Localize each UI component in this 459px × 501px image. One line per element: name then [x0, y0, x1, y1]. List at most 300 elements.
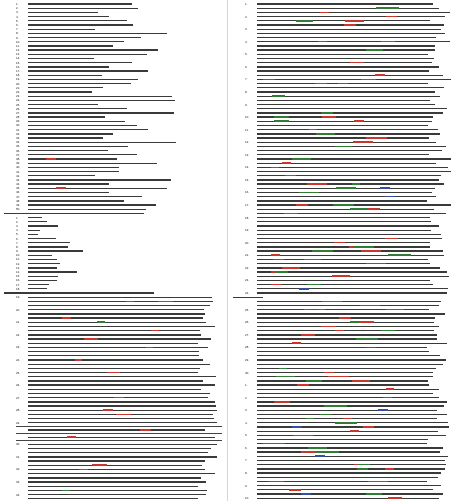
- highlight-mark: [353, 141, 373, 143]
- text-run: [28, 45, 113, 46]
- highlight-mark: [263, 79, 275, 81]
- text-run: [257, 45, 435, 46]
- text-run: [257, 29, 441, 30]
- text-run: [257, 305, 439, 306]
- highlight-mark: [366, 493, 382, 495]
- highlight-mark: [318, 41, 327, 43]
- text-run: [28, 384, 215, 385]
- highlight-mark: [354, 120, 364, 122]
- line-number: 18.: [245, 215, 250, 220]
- highlight-mark: [306, 380, 322, 382]
- text-run: [257, 384, 429, 385]
- line-number: 18.: [16, 73, 21, 78]
- line-number: 13.: [16, 52, 21, 57]
- highlight-mark: [386, 388, 394, 390]
- line-number: 37.: [16, 152, 21, 157]
- line-number: 22.: [16, 89, 21, 94]
- line-number: 36.: [16, 148, 21, 153]
- highlight-mark: [381, 41, 395, 43]
- text-run: [28, 188, 167, 189]
- highlight-mark: [376, 7, 399, 9]
- text-run: [257, 431, 438, 432]
- highlight-mark: [307, 284, 321, 286]
- text-run: [28, 422, 217, 423]
- line-number: 34.: [16, 140, 21, 145]
- text-run: [257, 280, 430, 281]
- line-number: 1.: [16, 215, 19, 220]
- text-run: [28, 380, 203, 381]
- line-number: 15.: [16, 274, 21, 279]
- line-number: 20.: [245, 240, 250, 245]
- text-run: [257, 171, 451, 172]
- text-run: [28, 192, 109, 193]
- text-run: [257, 380, 428, 381]
- text-run: [28, 49, 158, 50]
- text-run: [28, 405, 216, 406]
- highlight-mark: [296, 204, 308, 206]
- highlight-mark: [297, 384, 309, 386]
- line-number: 41.: [16, 169, 21, 174]
- text-run: [257, 129, 438, 130]
- text-run: [28, 401, 215, 402]
- text-run: [257, 343, 447, 344]
- text-run: [257, 108, 447, 109]
- line-number: 4.: [16, 14, 19, 19]
- line-number: 26.: [16, 106, 21, 111]
- text-run: [257, 87, 444, 88]
- line-number: 8.: [16, 31, 19, 36]
- highlight-mark: [324, 372, 334, 374]
- text-run: [28, 410, 217, 411]
- text-run: [28, 8, 138, 9]
- highlight-mark: [357, 468, 368, 470]
- highlight-mark: [368, 481, 388, 483]
- line-number: 1.: [16, 2, 19, 6]
- highlight-mark: [352, 183, 360, 185]
- highlight-mark: [271, 284, 282, 286]
- text-run: [28, 183, 109, 184]
- text-run: [257, 489, 433, 490]
- line-number: 5.: [16, 232, 19, 237]
- text-run: [28, 137, 103, 138]
- text-run: [257, 183, 444, 184]
- line-number: 15.: [16, 60, 21, 65]
- text-run: [257, 405, 444, 406]
- highlight-mark: [366, 347, 376, 349]
- highlight-mark: [151, 330, 159, 332]
- highlight-mark: [276, 376, 295, 378]
- highlight-mark: [62, 490, 70, 492]
- highlight-mark: [322, 116, 336, 118]
- highlight-mark: [92, 464, 107, 466]
- highlight-mark: [67, 436, 76, 438]
- text-run: [28, 108, 127, 109]
- text-run: [257, 292, 447, 293]
- line-number: 5.: [245, 433, 248, 438]
- text-run: [233, 297, 263, 298]
- highlight-mark: [308, 447, 327, 449]
- highlight-mark: [114, 397, 124, 399]
- text-run: [28, 20, 127, 21]
- text-run: [257, 12, 450, 13]
- line-number: 27.: [245, 332, 250, 337]
- highlight-mark: [309, 309, 319, 311]
- highlight-mark: [306, 418, 314, 420]
- text-run: [257, 58, 434, 59]
- line-number: 26.: [16, 383, 21, 388]
- line-number: 9.: [16, 249, 19, 254]
- highlight-mark: [103, 409, 113, 411]
- text-run: [28, 104, 98, 105]
- text-run: [257, 70, 429, 71]
- text-run: [28, 429, 205, 430]
- line-number: 11.: [245, 127, 249, 132]
- text-run: [28, 200, 124, 201]
- highlight-mark: [307, 183, 327, 185]
- highlight-mark: [271, 167, 279, 169]
- line-number: 8.: [245, 89, 248, 94]
- line-number: 23.: [16, 345, 21, 350]
- text-run: [28, 334, 201, 335]
- line-number: 10.: [245, 496, 250, 499]
- text-run: [257, 209, 434, 210]
- text-run: [28, 297, 212, 298]
- line-number: 22.: [16, 332, 21, 337]
- text-run: [257, 330, 434, 331]
- highlight-mark: [282, 162, 291, 164]
- text-run: [257, 410, 437, 411]
- text-run: [28, 288, 47, 289]
- text-run: [28, 481, 206, 482]
- highlight-mark: [321, 326, 336, 328]
- line-number: 50.: [16, 207, 21, 212]
- line-number: 17.: [16, 69, 21, 73]
- text-run: [28, 259, 57, 260]
- line-number: 23.: [245, 278, 250, 283]
- text-run: [28, 376, 216, 377]
- line-number: 32.: [16, 467, 21, 472]
- text-run: [28, 343, 198, 344]
- highlight-mark: [356, 338, 378, 340]
- text-run: [257, 217, 430, 218]
- text-run: [257, 435, 446, 436]
- line-number: 30.: [245, 370, 250, 375]
- highlight-mark: [312, 250, 333, 252]
- line-number: 7.: [245, 77, 248, 82]
- text-run: [257, 49, 435, 50]
- line-number: 5.: [16, 18, 19, 23]
- text-run: [257, 485, 441, 486]
- text-run: [28, 393, 210, 394]
- text-run: [257, 204, 451, 205]
- line-number: 21.: [16, 320, 21, 325]
- text-run: [257, 364, 443, 365]
- highlight-mark: [381, 330, 395, 332]
- text-run: [257, 125, 428, 126]
- highlight-mark: [107, 372, 120, 374]
- text-run: [257, 179, 439, 180]
- text-run: [28, 121, 125, 122]
- highlight-mark: [361, 79, 376, 81]
- highlight-mark: [385, 238, 398, 240]
- text-run: [28, 452, 208, 453]
- highlight-mark: [315, 455, 325, 457]
- text-run: [28, 418, 214, 419]
- line-number: 2.: [245, 14, 248, 19]
- line-number: 49.: [16, 203, 21, 207]
- text-run: [28, 347, 208, 348]
- text-run: [28, 70, 148, 71]
- highlight-mark: [292, 426, 302, 428]
- text-run: [28, 24, 133, 25]
- line-number: 7.: [245, 458, 248, 463]
- text-run: [28, 326, 215, 327]
- highlight-mark: [322, 301, 342, 303]
- highlight-mark: [345, 20, 364, 22]
- line-number: 5.: [245, 52, 248, 57]
- line-number: 24.: [16, 357, 21, 362]
- highlight-mark: [299, 192, 319, 194]
- text-run: [257, 301, 441, 302]
- text-run: [28, 100, 175, 101]
- line-number: 47.: [16, 194, 21, 199]
- text-run: [257, 493, 443, 494]
- text-run: [28, 171, 119, 172]
- highlight-mark: [279, 368, 287, 370]
- line-number: 10.: [16, 39, 21, 44]
- line-number: 3.: [16, 223, 19, 228]
- line-number: 29.: [16, 420, 21, 425]
- highlight-mark: [274, 401, 290, 403]
- text-run: [257, 112, 443, 113]
- text-run: [257, 347, 427, 348]
- line-number: 25.: [16, 370, 21, 375]
- text-run: [257, 221, 431, 222]
- highlight-mark: [315, 83, 327, 85]
- text-run: [28, 3, 132, 4]
- text-run: [257, 16, 445, 17]
- text-run: [257, 498, 439, 499]
- highlight-mark: [140, 429, 151, 431]
- text-run: [28, 364, 210, 365]
- highlight-mark: [388, 254, 411, 256]
- text-run: [257, 230, 431, 231]
- text-run: [28, 490, 207, 491]
- highlight-mark: [146, 347, 153, 349]
- text-run: [257, 464, 446, 465]
- line-number: 3.: [245, 27, 248, 32]
- text-run: [257, 351, 429, 352]
- text-run: [257, 200, 427, 201]
- text-run: [28, 58, 94, 59]
- line-number: 13.: [245, 152, 250, 157]
- line-number: 29.: [245, 357, 250, 362]
- text-run: [28, 473, 215, 474]
- text-run: [257, 142, 436, 143]
- text-run: [257, 37, 436, 38]
- line-number: 8.: [245, 471, 248, 475]
- text-run: [28, 456, 217, 457]
- highlight-mark: [284, 213, 298, 215]
- highlight-mark: [335, 330, 344, 332]
- highlight-mark: [293, 435, 314, 437]
- text-run: [257, 167, 448, 168]
- highlight-mark: [309, 129, 317, 131]
- text-run: [257, 477, 438, 478]
- highlight-mark: [378, 409, 388, 411]
- text-run: [28, 276, 58, 277]
- text-run: [28, 16, 109, 17]
- highlight-mark: [271, 254, 280, 256]
- highlight-mark: [366, 49, 383, 51]
- text-run: [257, 150, 442, 151]
- highlight-mark: [324, 405, 347, 407]
- text-run: [28, 234, 38, 235]
- text-run: [257, 284, 433, 285]
- highlight-mark: [339, 317, 351, 319]
- highlight-mark: [304, 259, 321, 261]
- highlight-mark: [363, 426, 374, 428]
- highlight-mark: [62, 317, 71, 319]
- text-run: [28, 225, 58, 226]
- text-run: [257, 456, 448, 457]
- text-run: [257, 250, 443, 251]
- text-run: [28, 12, 98, 13]
- line-number: 30.: [16, 442, 21, 447]
- highlight-mark: [336, 187, 356, 189]
- highlight-mark: [385, 468, 394, 470]
- line-number: 7.: [16, 27, 19, 32]
- text-run: [28, 305, 210, 306]
- highlight-mark: [269, 481, 284, 483]
- highlight-mark: [316, 133, 335, 135]
- text-run: [257, 41, 450, 42]
- text-run: [257, 288, 448, 289]
- text-run: [257, 389, 439, 390]
- text-run: [257, 313, 445, 314]
- text-run: [28, 263, 60, 264]
- text-line: [2, 497, 224, 499]
- text-run: [28, 217, 42, 218]
- text-run: [28, 167, 119, 168]
- text-run: [28, 280, 57, 281]
- left-column: [2, 2, 224, 499]
- text-run: [28, 317, 203, 318]
- highlight-mark: [296, 20, 313, 22]
- right-column: [231, 2, 457, 499]
- line-number: 8.: [16, 244, 19, 249]
- line-number: 2.: [245, 395, 248, 400]
- line-number: 25.: [245, 307, 250, 312]
- text-run: [28, 163, 157, 164]
- text-run: [257, 372, 433, 373]
- highlight-mark: [273, 259, 284, 261]
- highlight-mark: [350, 208, 367, 210]
- text-run: [28, 204, 156, 205]
- text-run: [28, 444, 217, 445]
- text-run: [257, 196, 436, 197]
- text-run: [257, 75, 443, 76]
- line-number: 1.: [245, 2, 248, 6]
- column-divider: [227, 0, 228, 501]
- line-number: 10.: [245, 115, 250, 120]
- text-run: [257, 338, 437, 339]
- line-number: 18.: [16, 286, 21, 291]
- highlight-mark: [352, 380, 370, 382]
- line-number: 12.: [16, 261, 21, 266]
- text-run: [28, 477, 201, 478]
- text-run: [257, 192, 432, 193]
- text-run: [28, 355, 199, 356]
- text-run: [28, 150, 108, 151]
- highlight-mark: [46, 158, 56, 160]
- highlight-mark: [338, 83, 348, 85]
- text-run: [28, 437, 215, 438]
- text-run: [28, 62, 132, 63]
- line-number: 24.: [245, 290, 250, 295]
- highlight-mark: [320, 414, 331, 416]
- highlight-mark: [292, 342, 301, 344]
- highlight-mark: [282, 267, 300, 269]
- highlight-mark: [116, 414, 131, 416]
- text-run: [28, 66, 109, 67]
- highlight-mark: [328, 376, 349, 378]
- text-run: [28, 255, 52, 256]
- text-run: [257, 133, 440, 134]
- line-number: 9.: [16, 35, 19, 40]
- text-run: [28, 351, 199, 352]
- text-run: [28, 230, 40, 231]
- text-run: [257, 62, 432, 63]
- text-run: [257, 414, 447, 415]
- text-run: [28, 338, 211, 339]
- text-run: [28, 87, 103, 88]
- highlight-mark: [301, 493, 311, 495]
- highlight-mark: [350, 321, 360, 323]
- highlight-mark: [263, 443, 285, 445]
- line-number: 4.: [245, 39, 248, 44]
- text-run: [28, 209, 146, 210]
- line-number: 42.: [16, 173, 21, 178]
- line-number: 17.: [245, 203, 250, 207]
- text-run: [257, 234, 441, 235]
- line-number: 6.: [245, 64, 248, 69]
- highlight-mark: [380, 187, 390, 189]
- line-number: 48.: [16, 198, 21, 203]
- line-number: 23.: [16, 94, 21, 99]
- highlight-mark: [360, 305, 380, 307]
- line-number: 46.: [16, 190, 21, 195]
- text-run: [257, 255, 444, 256]
- line-number: 20.: [16, 81, 21, 86]
- line-number: 6.: [16, 22, 19, 27]
- highlight-mark: [320, 12, 329, 14]
- text-run: [4, 213, 144, 214]
- line-number: 20.: [16, 307, 21, 312]
- line-number: 2.: [16, 6, 19, 11]
- highlight-mark: [285, 175, 296, 177]
- text-run: [257, 397, 439, 398]
- text-run: [28, 154, 137, 155]
- highlight-mark: [56, 187, 66, 189]
- line-number: 34.: [16, 492, 21, 497]
- text-run: [257, 158, 451, 159]
- text-run: [28, 158, 117, 159]
- text-run: [257, 225, 439, 226]
- text-run: [28, 179, 171, 180]
- text-line: [231, 496, 457, 499]
- line-number: 24.: [16, 98, 21, 103]
